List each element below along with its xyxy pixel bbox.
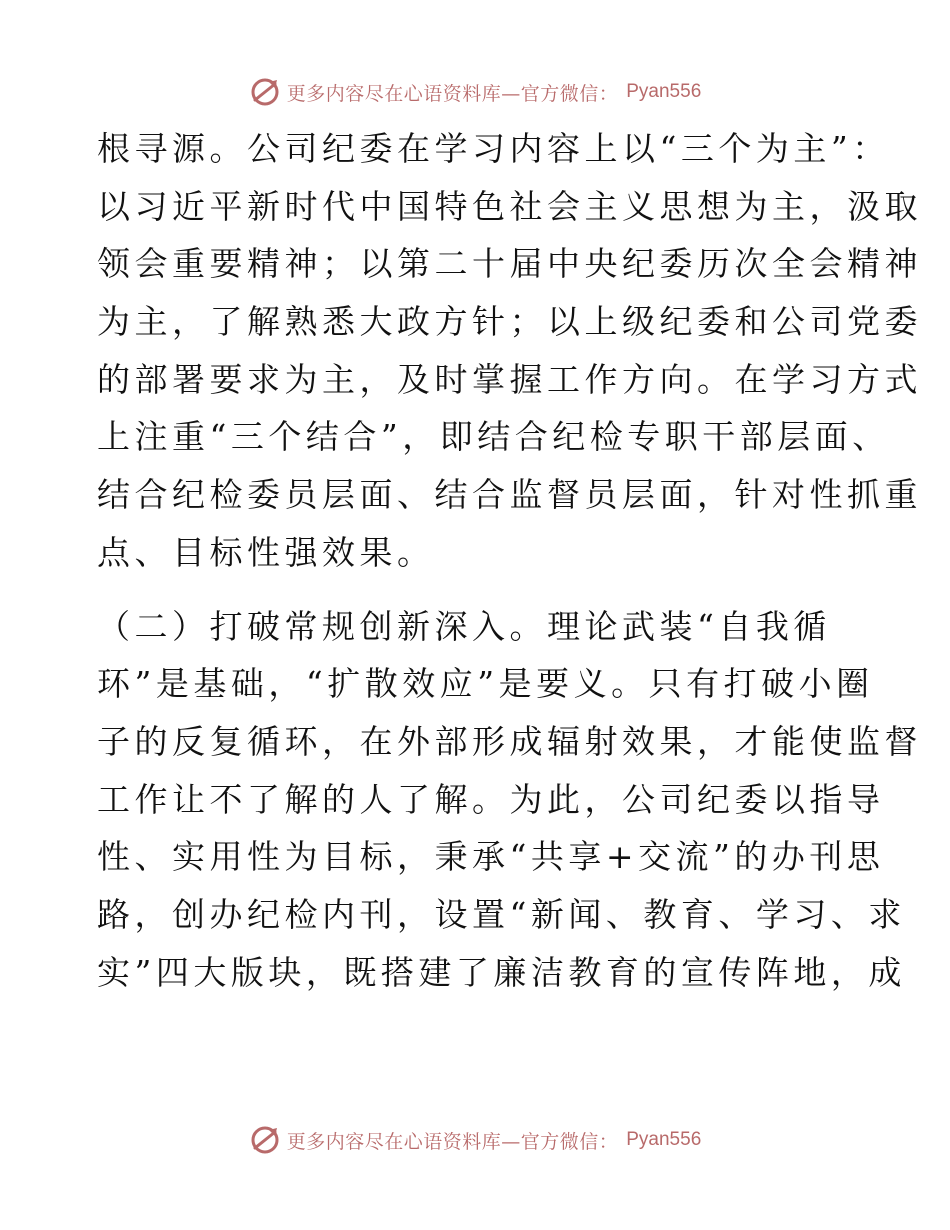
text-line: 子的反复循环，在外部形成辐射效果，才能使监督 [97, 721, 922, 761]
text-line: （二）打破常规创新深入。理论武装“自我循 [97, 606, 831, 646]
text-line: 为主，了解熟悉大政方针；以上级纪委和公司党委 [97, 302, 922, 342]
paragraph-gap [97, 582, 857, 598]
text-line: 结合纪检委员层面、结合监督员层面，针对性抓重 [97, 475, 922, 515]
brand-logo-icon [249, 1124, 281, 1156]
text-line: 工作让不了解的人了解。为此，公司纪委以指导 [97, 779, 885, 819]
text-line: 领会重要精神；以第二十届中央纪委历次全会精神 [97, 244, 922, 284]
brand-logo-icon [249, 76, 281, 108]
text-line: 环”是基础，“扩散效应”是要义。只有打破小圈 [97, 664, 874, 704]
wechat-id: Pyan556 [626, 1129, 702, 1150]
watermark-text: 更多内容尽在心语资料库—官方微信： [286, 1130, 619, 1153]
paragraph [97, 598, 922, 1002]
document-body [97, 120, 922, 1001]
text-line: 的部署要求为主，及时掌握工作方向。在学习方式 [97, 359, 922, 399]
paragraph [97, 120, 922, 582]
text-line: 路，创办纪检内刊，设置“新闻、教育、学习、求 [97, 894, 906, 934]
wechat-id: Pyan556 [626, 81, 702, 102]
text-line: 点、目标性强效果。 [97, 532, 435, 572]
footer-watermark [0, 1120, 950, 1160]
text-line: 以习近平新时代中国特色社会主义思想为主，汲取 [97, 186, 922, 226]
header-watermark [0, 72, 950, 112]
text-line: 根寻源。公司纪委在学习内容上以“三个为主”： [97, 129, 890, 168]
text-line: 实”四大版块，既搭建了廉洁教育的宣传阵地，成 [97, 952, 906, 992]
text-line: 性、实用性为目标，秉承“共享+交流”的办刊思 [97, 837, 885, 877]
text-line: 上注重“三个结合”，即结合纪检专职干部层面、 [97, 417, 890, 457]
watermark-text: 更多内容尽在心语资料库—官方微信： [286, 82, 619, 105]
